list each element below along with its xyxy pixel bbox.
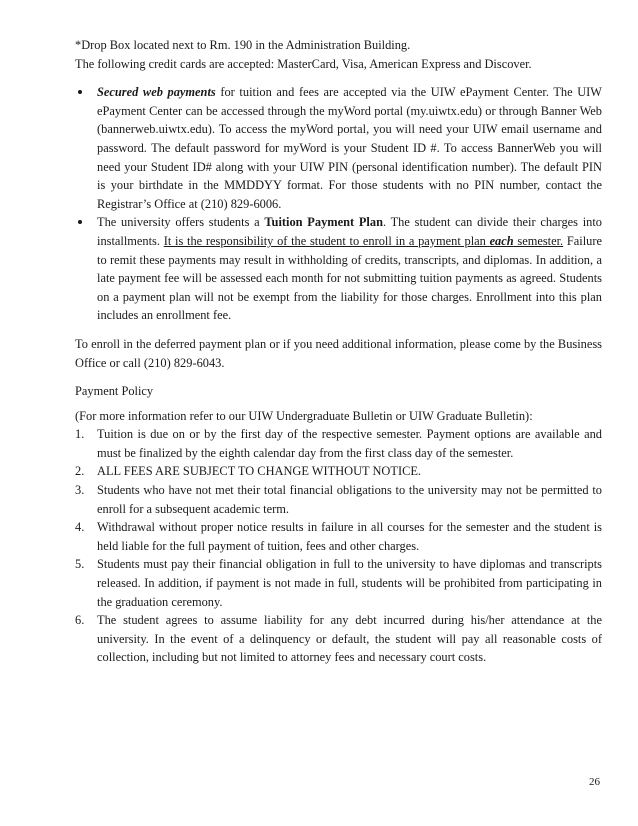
item-text: Students who have not met their total financial obligations to the university may not be permitted to enroll for a subsequent academic term. (97, 483, 602, 516)
payment-methods-list (75, 83, 602, 325)
payment-policy-list (75, 425, 602, 667)
list-item (75, 611, 602, 667)
item-number: 5. (75, 557, 85, 572)
list-item (75, 518, 602, 555)
responsibility-each: each (489, 233, 514, 248)
list-item-payment-plan (75, 213, 602, 325)
list-item-web-payments (75, 83, 602, 213)
item-text: ALL FEES ARE SUBJECT TO CHANGE WITHOUT NOTICE. (97, 464, 422, 479)
payment-plan-title: Tuition Payment Plan (264, 215, 383, 230)
item-text: Tuition is due on or by the first day of the respective semester. Payment options are available and must be finalized by the eighth calendar day from the first class day of the semester. (97, 427, 602, 460)
payment-plan-mid: . The student can divide their charges into installments. (97, 215, 602, 248)
enroll-paragraph: To enroll in the deferred payment plan or if you need additional information, please come by the Business Office or call (210) 829-6043. (75, 336, 602, 370)
drop-box-note: *Drop Box located next to Rm. 190 in the Administration Building. (75, 38, 411, 52)
item-number: 1. (75, 427, 85, 442)
web-payments-lead: Secured web payments (97, 85, 216, 100)
item-number: 3. (75, 483, 85, 498)
item-number: 4. (75, 520, 85, 535)
item-text: Withdrawal without proper notice results in failure in all courses for the semester and the student is held liable for the full payment of tuition, fees and other charges. (97, 520, 602, 553)
payment-policy-heading: Payment Policy (75, 384, 154, 399)
item-number: 2. (75, 464, 85, 479)
document-page (75, 36, 602, 667)
list-item (75, 481, 602, 518)
payment-plan-responsibility (164, 234, 563, 248)
page-number: 26 (589, 776, 600, 788)
payment-plan-post: Failure to remit these payments may result in withholding of credits, transcripts, and diplomas. In addition, a late payment fee will be assessed each month for not submitting tuition payments as agreed. Students on a payment plan will not be exempt from the liability for those charges. Enrollment into this plan includes an enrollment fee. (97, 233, 602, 323)
item-text: The student agrees to assume liability for any debt incurred during his/her attendance at the university. In the event of a delinquency or default, the student will pay all reasonable costs of collection, including but not limited to attorney fees and necessary court costs. (97, 613, 602, 665)
responsibility-text-a: It is the responsibility of the student to enroll in a payment plan (163, 233, 490, 248)
credit-cards-note: The following credit cards are accepted: MasterCard, Visa, American Express and Discover. (75, 56, 532, 71)
responsibility-text-c: semester. (513, 233, 564, 248)
intro-lines (75, 36, 602, 73)
payment-policy-intro: (For more information refer to our UIW Undergraduate Bulletin or UIW Graduate Bulletin): (75, 408, 533, 423)
list-item (75, 555, 602, 611)
payment-plan-pre: The university offers students a (97, 215, 265, 230)
item-text: Students must pay their financial obligation in full to the university to have diplomas and transcripts released. In addition, if payment is not made in full, students will be prohibited from participating in the graduation ceremony. (97, 557, 602, 609)
web-payments-body: for tuition and fees are accepted via the UIW ePayment Center. The UIW ePayment Center can be accessed through the myWord portal (my.uiwtx.edu) or through Banner Web (bannerweb.uiwtx.edu). To access the myWord portal, you will need your UIW email username and password. The default password for myWord is your Student ID #. To access BannerWeb you will need your Student ID# along with your UIW PIN (personal identification number). The default PIN is your birthdate in the MMDDYY format. For those students with no PIN number, contact the Registrar’s Office at (210) 829-6006. (97, 85, 602, 211)
list-item (75, 425, 602, 462)
list-item (75, 462, 602, 481)
item-number: 6. (75, 613, 85, 628)
